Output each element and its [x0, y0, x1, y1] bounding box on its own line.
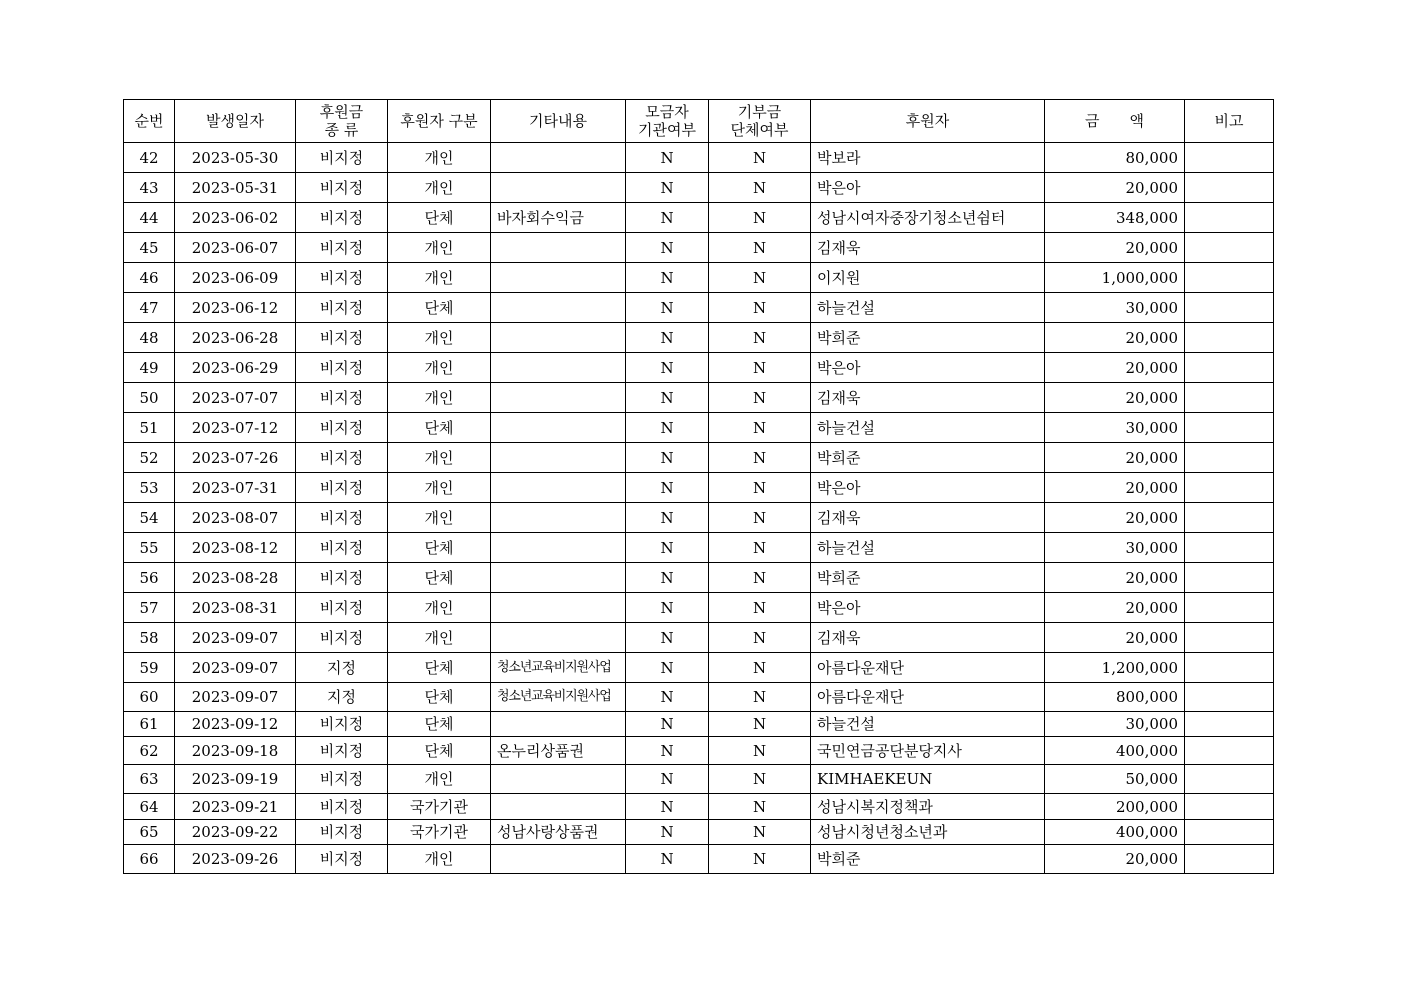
cell-details — [491, 765, 626, 794]
cell-donor: 이지원 — [811, 263, 1045, 293]
cell-donation-group: N — [709, 683, 811, 712]
cell-details — [491, 443, 626, 473]
cell-seq: 58 — [124, 623, 175, 653]
table-row — [124, 593, 1274, 623]
cell-details — [491, 845, 626, 874]
cell-seq: 55 — [124, 533, 175, 563]
cell-donation-group: N — [709, 533, 811, 563]
cell-donor: 성남시복지정책과 — [811, 794, 1045, 820]
table-header — [124, 100, 1274, 143]
cell-note — [1185, 443, 1274, 473]
cell-note — [1185, 712, 1274, 737]
cell-donor-category: 단체 — [388, 683, 491, 712]
cell-amount: 400,000 — [1045, 737, 1185, 765]
cell-fundraiser: N — [626, 623, 709, 653]
cell-date: 2023-09-21 — [175, 794, 296, 820]
cell-date: 2023-07-07 — [175, 383, 296, 413]
table-row — [124, 413, 1274, 443]
cell-donor: 박보라 — [811, 143, 1045, 173]
cell-donor-category: 개인 — [388, 323, 491, 353]
cell-donation-group: N — [709, 383, 811, 413]
cell-fundraiser: N — [626, 712, 709, 737]
header-donor-category: 후원자 구분 — [388, 100, 491, 143]
cell-note — [1185, 323, 1274, 353]
cell-amount: 200,000 — [1045, 794, 1185, 820]
cell-date: 2023-07-12 — [175, 413, 296, 443]
cell-type: 비지정 — [296, 820, 388, 845]
cell-fundraiser: N — [626, 653, 709, 683]
cell-seq: 51 — [124, 413, 175, 443]
cell-details — [491, 353, 626, 383]
cell-date: 2023-07-31 — [175, 473, 296, 503]
cell-amount: 30,000 — [1045, 293, 1185, 323]
table-body — [124, 143, 1274, 874]
cell-donor-category: 개인 — [388, 623, 491, 653]
cell-donor: 성남시여자중장기청소년쉼터 — [811, 203, 1045, 233]
cell-date: 2023-08-31 — [175, 593, 296, 623]
cell-donor-category: 개인 — [388, 353, 491, 383]
cell-donor-category: 국가기관 — [388, 794, 491, 820]
header-type-line1: 후원금 — [319, 103, 364, 121]
header-donation-group-line1: 기부금 — [737, 103, 782, 121]
cell-details — [491, 383, 626, 413]
cell-details: 바자회수익금 — [491, 203, 626, 233]
cell-date: 2023-09-07 — [175, 623, 296, 653]
cell-fundraiser: N — [626, 533, 709, 563]
cell-note — [1185, 820, 1274, 845]
cell-note — [1185, 473, 1274, 503]
cell-donation-group: N — [709, 293, 811, 323]
cell-note — [1185, 383, 1274, 413]
cell-amount: 20,000 — [1045, 173, 1185, 203]
cell-date: 2023-09-12 — [175, 712, 296, 737]
cell-note — [1185, 563, 1274, 593]
header-fundraiser-line1: 모금자 — [645, 103, 689, 121]
cell-fundraiser: N — [626, 443, 709, 473]
cell-seq: 59 — [124, 653, 175, 683]
cell-details — [491, 473, 626, 503]
cell-details — [491, 233, 626, 263]
cell-date: 2023-06-09 — [175, 263, 296, 293]
cell-note — [1185, 765, 1274, 794]
cell-donor: 김재욱 — [811, 383, 1045, 413]
cell-date: 2023-06-02 — [175, 203, 296, 233]
cell-seq: 56 — [124, 563, 175, 593]
cell-type: 비지정 — [296, 765, 388, 794]
cell-type: 비지정 — [296, 203, 388, 233]
cell-note — [1185, 233, 1274, 263]
cell-fundraiser: N — [626, 765, 709, 794]
cell-date: 2023-06-12 — [175, 293, 296, 323]
header-type-line2: 종 류 — [324, 121, 359, 139]
cell-seq: 47 — [124, 293, 175, 323]
table-row — [124, 820, 1274, 845]
cell-date: 2023-06-07 — [175, 233, 296, 263]
cell-amount: 80,000 — [1045, 143, 1185, 173]
cell-amount: 20,000 — [1045, 323, 1185, 353]
cell-donor-category: 개인 — [388, 503, 491, 533]
cell-donation-group: N — [709, 737, 811, 765]
cell-date: 2023-09-19 — [175, 765, 296, 794]
cell-seq: 64 — [124, 794, 175, 820]
cell-type: 비지정 — [296, 623, 388, 653]
header-donation-group — [709, 100, 811, 143]
table-row — [124, 293, 1274, 323]
cell-seq: 52 — [124, 443, 175, 473]
cell-details — [491, 533, 626, 563]
table-row — [124, 737, 1274, 765]
cell-details — [491, 173, 626, 203]
cell-donation-group: N — [709, 473, 811, 503]
cell-date: 2023-05-31 — [175, 173, 296, 203]
cell-type: 비지정 — [296, 473, 388, 503]
cell-note — [1185, 503, 1274, 533]
cell-details — [491, 794, 626, 820]
table-row — [124, 794, 1274, 820]
table-row — [124, 623, 1274, 653]
cell-details — [491, 293, 626, 323]
table-row — [124, 712, 1274, 737]
cell-amount: 30,000 — [1045, 413, 1185, 443]
cell-type: 비지정 — [296, 712, 388, 737]
cell-donation-group: N — [709, 712, 811, 737]
cell-note — [1185, 623, 1274, 653]
cell-fundraiser: N — [626, 383, 709, 413]
cell-fundraiser: N — [626, 737, 709, 765]
header-details: 기타내용 — [491, 100, 626, 143]
cell-donor-category: 단체 — [388, 203, 491, 233]
cell-type: 비지정 — [296, 413, 388, 443]
table-row — [124, 203, 1274, 233]
table-row — [124, 563, 1274, 593]
cell-amount: 20,000 — [1045, 383, 1185, 413]
cell-details — [491, 503, 626, 533]
cell-fundraiser: N — [626, 794, 709, 820]
cell-seq: 62 — [124, 737, 175, 765]
table-row — [124, 533, 1274, 563]
cell-seq: 53 — [124, 473, 175, 503]
cell-amount: 30,000 — [1045, 533, 1185, 563]
cell-donor-category: 개인 — [388, 765, 491, 794]
cell-details: 청소년교육비지원사업 — [491, 653, 626, 683]
cell-amount: 20,000 — [1045, 623, 1185, 653]
cell-date: 2023-06-28 — [175, 323, 296, 353]
table-row — [124, 173, 1274, 203]
cell-type: 비지정 — [296, 845, 388, 874]
cell-fundraiser: N — [626, 293, 709, 323]
cell-donor-category: 단체 — [388, 413, 491, 443]
cell-amount: 20,000 — [1045, 233, 1185, 263]
cell-fundraiser: N — [626, 143, 709, 173]
cell-type: 비지정 — [296, 323, 388, 353]
cell-donor-category: 단체 — [388, 293, 491, 323]
cell-donor: 박은아 — [811, 173, 1045, 203]
cell-note — [1185, 143, 1274, 173]
cell-donor-category: 개인 — [388, 593, 491, 623]
cell-type: 비지정 — [296, 593, 388, 623]
cell-note — [1185, 794, 1274, 820]
cell-donation-group: N — [709, 845, 811, 874]
cell-fundraiser: N — [626, 563, 709, 593]
cell-fundraiser: N — [626, 820, 709, 845]
cell-date: 2023-07-26 — [175, 443, 296, 473]
cell-details — [491, 143, 626, 173]
cell-donor: 박희준 — [811, 323, 1045, 353]
cell-fundraiser: N — [626, 323, 709, 353]
cell-type: 비지정 — [296, 737, 388, 765]
cell-donation-group: N — [709, 653, 811, 683]
cell-type: 비지정 — [296, 293, 388, 323]
table-row — [124, 383, 1274, 413]
table-row — [124, 765, 1274, 794]
cell-donor-category: 단체 — [388, 563, 491, 593]
cell-donation-group: N — [709, 503, 811, 533]
cell-amount: 20,000 — [1045, 563, 1185, 593]
cell-details — [491, 323, 626, 353]
cell-type: 비지정 — [296, 143, 388, 173]
cell-type: 지정 — [296, 683, 388, 712]
cell-date: 2023-06-29 — [175, 353, 296, 383]
cell-amount: 1,000,000 — [1045, 263, 1185, 293]
cell-type: 비지정 — [296, 383, 388, 413]
table-row — [124, 323, 1274, 353]
table-row — [124, 845, 1274, 874]
cell-donor: 하늘건설 — [811, 533, 1045, 563]
cell-note — [1185, 593, 1274, 623]
cell-donor-category: 단체 — [388, 533, 491, 563]
cell-donation-group: N — [709, 563, 811, 593]
cell-donor: 하늘건설 — [811, 293, 1045, 323]
cell-donation-group: N — [709, 263, 811, 293]
cell-donor-category: 국가기관 — [388, 820, 491, 845]
table-row — [124, 683, 1274, 712]
cell-amount: 20,000 — [1045, 443, 1185, 473]
cell-type: 비지정 — [296, 233, 388, 263]
cell-type: 비지정 — [296, 443, 388, 473]
cell-donor: 김재욱 — [811, 233, 1045, 263]
cell-donor: 하늘건설 — [811, 712, 1045, 737]
cell-seq: 42 — [124, 143, 175, 173]
cell-date: 2023-09-18 — [175, 737, 296, 765]
cell-note — [1185, 653, 1274, 683]
cell-date: 2023-08-28 — [175, 563, 296, 593]
cell-note — [1185, 413, 1274, 443]
cell-donor: 김재욱 — [811, 623, 1045, 653]
cell-donor: 박희준 — [811, 443, 1045, 473]
cell-details — [491, 563, 626, 593]
cell-fundraiser: N — [626, 203, 709, 233]
cell-amount: 1,200,000 — [1045, 653, 1185, 683]
cell-donation-group: N — [709, 323, 811, 353]
table-row — [124, 503, 1274, 533]
cell-details — [491, 263, 626, 293]
cell-details: 성남사랑상품권 — [491, 820, 626, 845]
cell-fundraiser: N — [626, 173, 709, 203]
cell-type: 비지정 — [296, 794, 388, 820]
cell-seq: 60 — [124, 683, 175, 712]
cell-donor: 성남시청년청소년과 — [811, 820, 1045, 845]
cell-donor: 박희준 — [811, 845, 1045, 874]
cell-date: 2023-09-07 — [175, 683, 296, 712]
cell-date: 2023-09-07 — [175, 653, 296, 683]
cell-donor-category: 개인 — [388, 233, 491, 263]
cell-seq: 44 — [124, 203, 175, 233]
cell-fundraiser: N — [626, 473, 709, 503]
cell-donor: 박은아 — [811, 593, 1045, 623]
cell-donor-category: 개인 — [388, 263, 491, 293]
header-fundraiser — [626, 100, 709, 143]
cell-donor: 박희준 — [811, 563, 1045, 593]
cell-details — [491, 413, 626, 443]
cell-donation-group: N — [709, 794, 811, 820]
table-row — [124, 473, 1274, 503]
cell-amount: 50,000 — [1045, 765, 1185, 794]
cell-date: 2023-09-22 — [175, 820, 296, 845]
cell-donor: 박은아 — [811, 473, 1045, 503]
cell-note — [1185, 263, 1274, 293]
cell-type: 비지정 — [296, 503, 388, 533]
cell-donor-category: 단체 — [388, 653, 491, 683]
cell-seq: 61 — [124, 712, 175, 737]
cell-note — [1185, 737, 1274, 765]
cell-donor-category: 개인 — [388, 143, 491, 173]
cell-date: 2023-08-07 — [175, 503, 296, 533]
cell-donation-group: N — [709, 233, 811, 263]
cell-type: 비지정 — [296, 563, 388, 593]
cell-date: 2023-09-26 — [175, 845, 296, 874]
cell-amount: 20,000 — [1045, 353, 1185, 383]
cell-type: 비지정 — [296, 263, 388, 293]
cell-donation-group: N — [709, 173, 811, 203]
cell-donation-group: N — [709, 443, 811, 473]
cell-note — [1185, 173, 1274, 203]
cell-amount: 348,000 — [1045, 203, 1185, 233]
cell-note — [1185, 845, 1274, 874]
cell-fundraiser: N — [626, 593, 709, 623]
header-amount: 금 액 — [1045, 100, 1185, 143]
table-row — [124, 143, 1274, 173]
cell-type: 비지정 — [296, 353, 388, 383]
cell-seq: 50 — [124, 383, 175, 413]
cell-seq: 63 — [124, 765, 175, 794]
cell-donor-category: 개인 — [388, 173, 491, 203]
cell-amount: 30,000 — [1045, 712, 1185, 737]
cell-amount: 20,000 — [1045, 845, 1185, 874]
cell-seq: 49 — [124, 353, 175, 383]
cell-note — [1185, 683, 1274, 712]
cell-seq: 46 — [124, 263, 175, 293]
table-row — [124, 653, 1274, 683]
cell-seq: 43 — [124, 173, 175, 203]
cell-donor-category: 개인 — [388, 473, 491, 503]
table-row — [124, 443, 1274, 473]
cell-note — [1185, 293, 1274, 323]
cell-amount: 800,000 — [1045, 683, 1185, 712]
cell-donation-group: N — [709, 820, 811, 845]
table-row — [124, 353, 1274, 383]
cell-note — [1185, 203, 1274, 233]
cell-donor: 아름다운재단 — [811, 683, 1045, 712]
cell-donation-group: N — [709, 593, 811, 623]
cell-fundraiser: N — [626, 503, 709, 533]
cell-donor: 박은아 — [811, 353, 1045, 383]
cell-seq: 54 — [124, 503, 175, 533]
donation-table — [123, 99, 1274, 874]
cell-donation-group: N — [709, 623, 811, 653]
cell-fundraiser: N — [626, 845, 709, 874]
cell-donor-category: 단체 — [388, 737, 491, 765]
cell-amount: 20,000 — [1045, 503, 1185, 533]
cell-type: 비지정 — [296, 533, 388, 563]
cell-seq: 66 — [124, 845, 175, 874]
cell-donation-group: N — [709, 765, 811, 794]
cell-donor-category: 개인 — [388, 443, 491, 473]
cell-donor: 김재욱 — [811, 503, 1045, 533]
header-donation-group-line2: 단체여부 — [730, 121, 789, 139]
cell-donor-category: 개인 — [388, 845, 491, 874]
cell-donation-group: N — [709, 203, 811, 233]
cell-fundraiser: N — [626, 263, 709, 293]
cell-details — [491, 623, 626, 653]
cell-details: 온누리상품권 — [491, 737, 626, 765]
cell-donor-category: 개인 — [388, 383, 491, 413]
cell-fundraiser: N — [626, 233, 709, 263]
cell-donation-group: N — [709, 413, 811, 443]
header-type — [296, 100, 388, 143]
header-seq: 순번 — [124, 100, 175, 143]
table-row — [124, 263, 1274, 293]
cell-type: 지정 — [296, 653, 388, 683]
header-donor: 후원자 — [811, 100, 1045, 143]
header-date: 발생일자 — [175, 100, 296, 143]
table-row — [124, 233, 1274, 263]
cell-donor: 아름다운재단 — [811, 653, 1045, 683]
cell-amount: 20,000 — [1045, 593, 1185, 623]
cell-seq: 48 — [124, 323, 175, 353]
cell-donor: 국민연금공단분당지사 — [811, 737, 1045, 765]
cell-details — [491, 593, 626, 623]
cell-note — [1185, 353, 1274, 383]
cell-donor: KIMHAEKEUN — [811, 765, 1045, 794]
cell-donor: 하늘건설 — [811, 413, 1045, 443]
cell-fundraiser: N — [626, 683, 709, 712]
cell-seq: 45 — [124, 233, 175, 263]
cell-date: 2023-08-12 — [175, 533, 296, 563]
cell-fundraiser: N — [626, 413, 709, 443]
cell-amount: 20,000 — [1045, 473, 1185, 503]
cell-type: 비지정 — [296, 173, 388, 203]
header-fundraiser-line2: 기관여부 — [638, 121, 696, 139]
cell-note — [1185, 533, 1274, 563]
cell-amount: 400,000 — [1045, 820, 1185, 845]
cell-seq: 65 — [124, 820, 175, 845]
cell-fundraiser: N — [626, 353, 709, 383]
cell-seq: 57 — [124, 593, 175, 623]
cell-date: 2023-05-30 — [175, 143, 296, 173]
cell-details: 청소년교육비지원사업 — [491, 683, 626, 712]
cell-details — [491, 712, 626, 737]
header-note: 비고 — [1185, 100, 1274, 143]
cell-donor-category: 단체 — [388, 712, 491, 737]
cell-donation-group: N — [709, 143, 811, 173]
cell-donation-group: N — [709, 353, 811, 383]
